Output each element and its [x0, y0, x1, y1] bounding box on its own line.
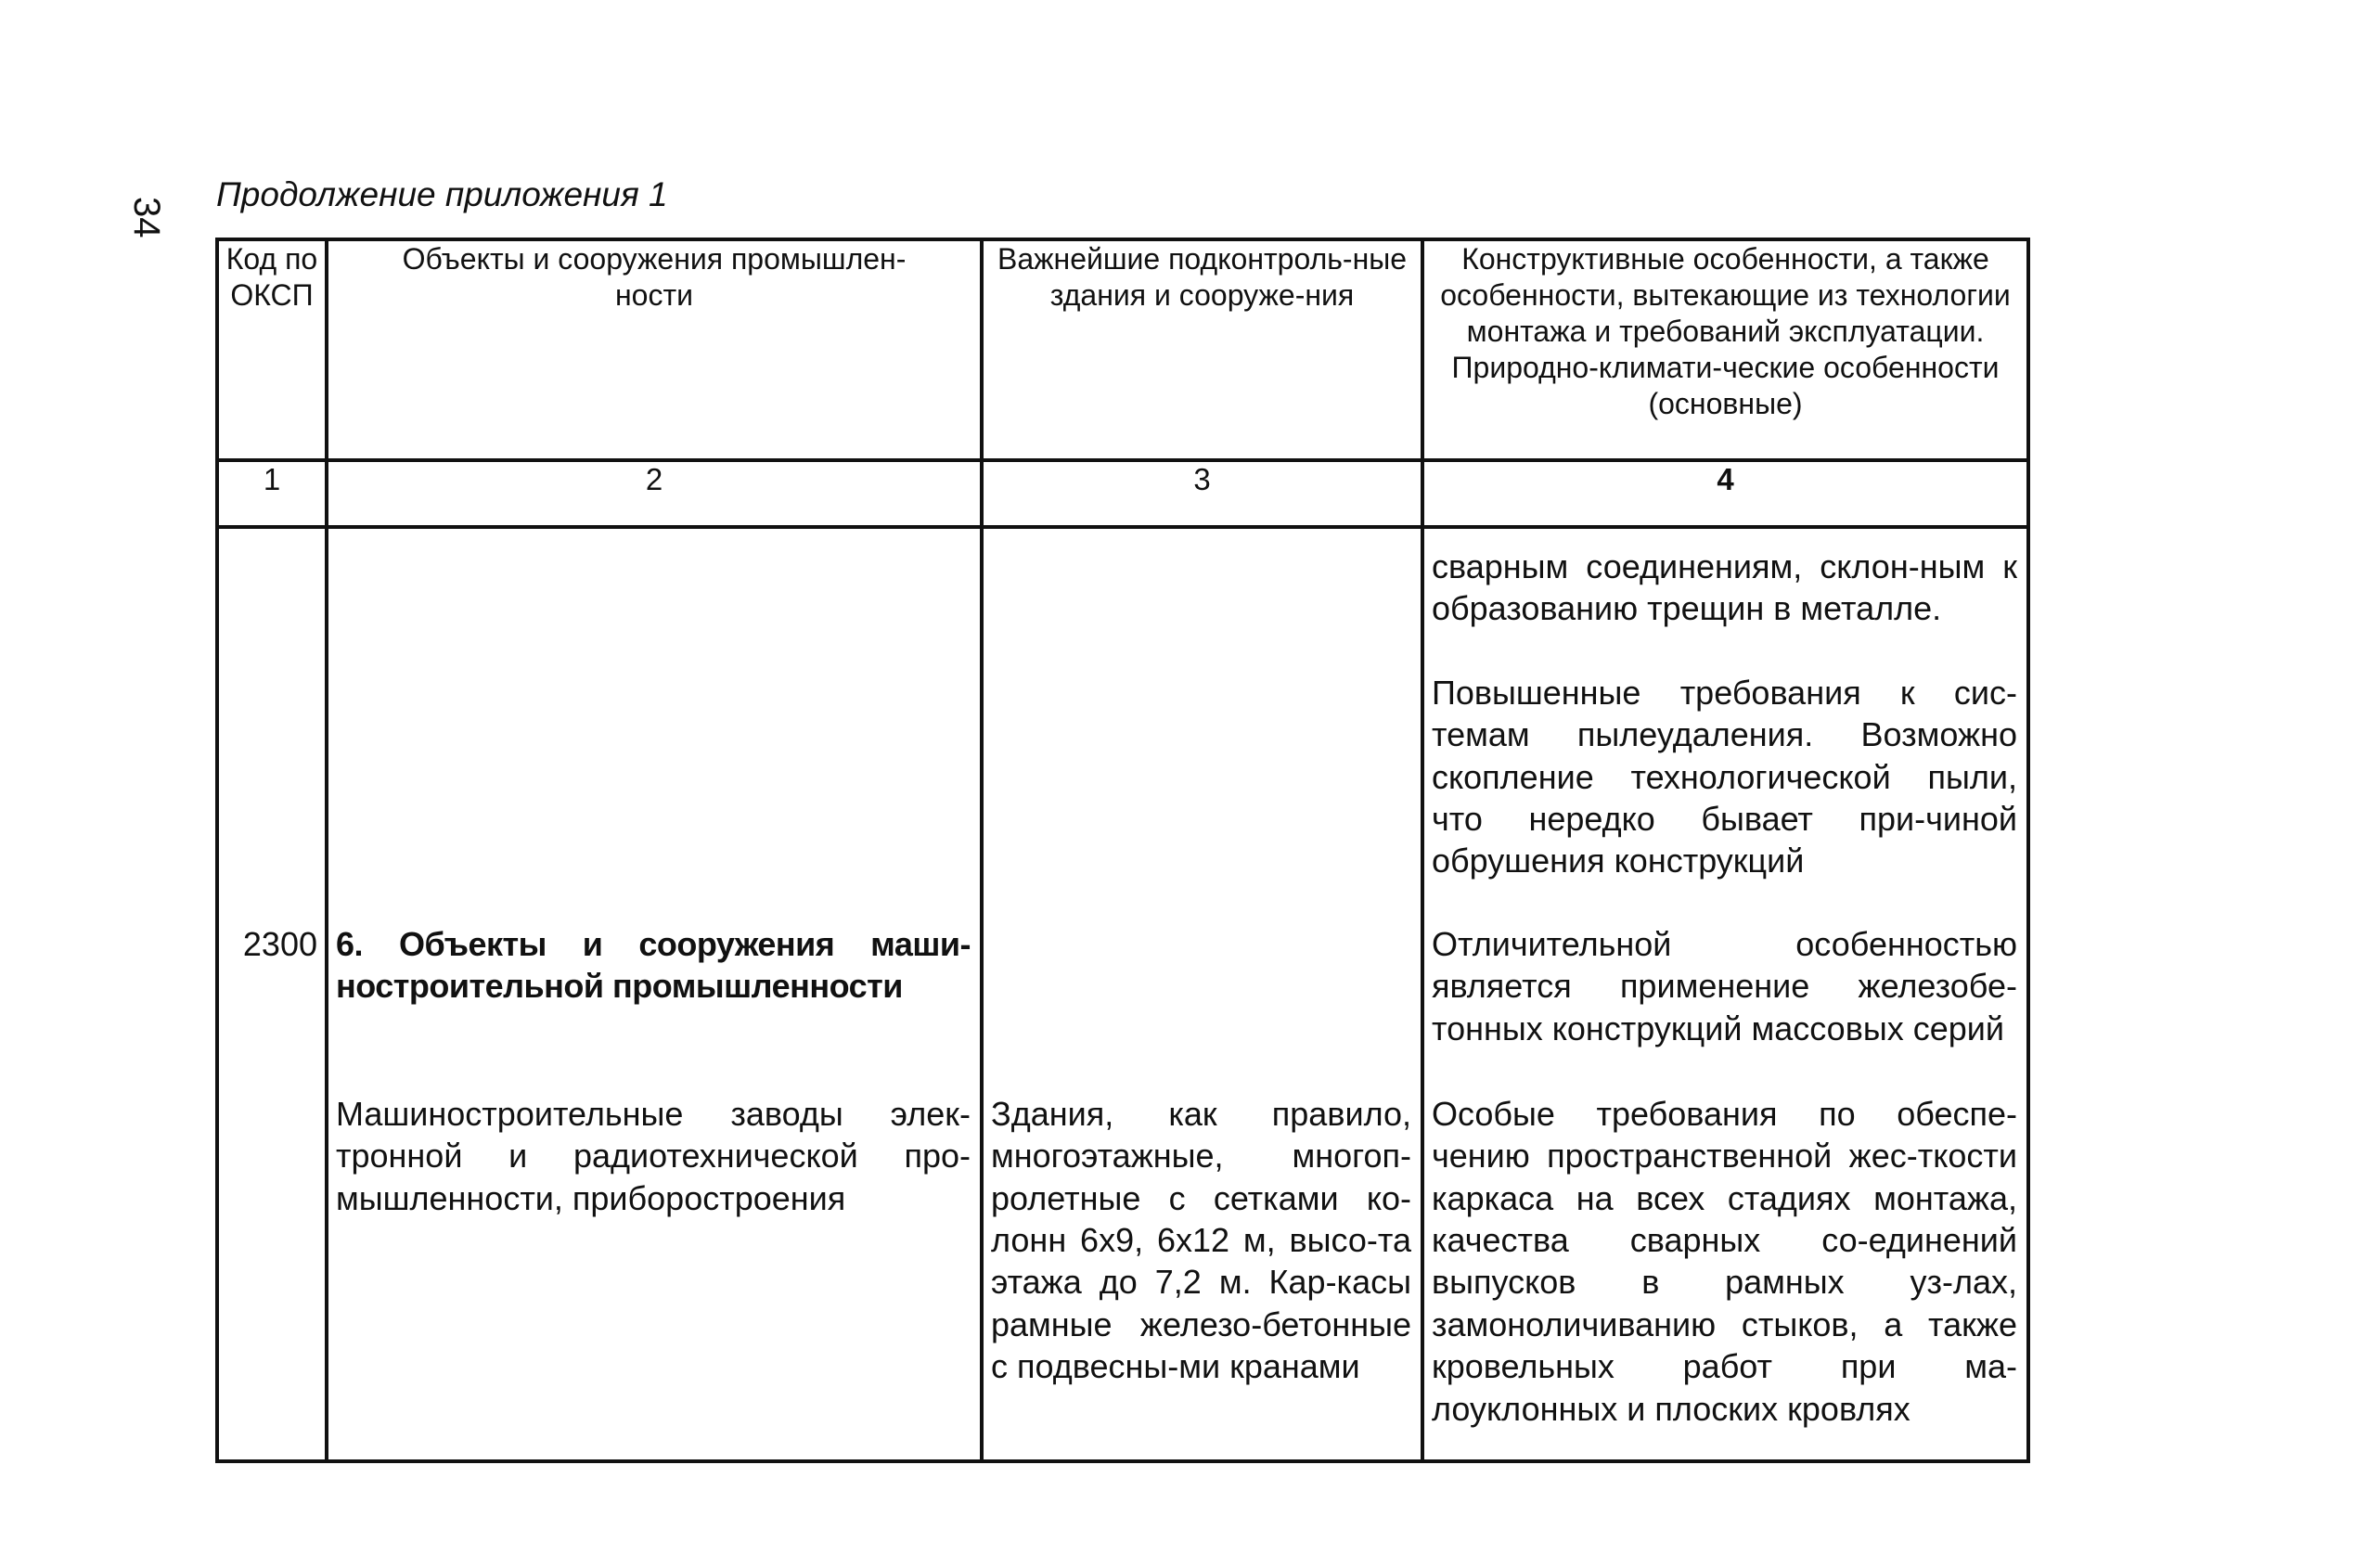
buildings-description: Здания, как правило, многоэтажные, многоп-ролетные с сетками ко-лонн 6х9, 6х12 м, высо-та этажа до 7,2 м. Кар-касы рамные железо-бетонные с подвесны-ми кранами	[991, 1095, 1411, 1386]
table-row	[217, 527, 2028, 1461]
column-number-2: 2	[327, 460, 982, 527]
header-cell-buildings	[982, 239, 1422, 460]
header-code-label: Код по ОКСП	[225, 242, 318, 313]
page-number: 34	[126, 197, 167, 238]
features-cell	[1422, 527, 2028, 1461]
column-number-1: 1	[217, 460, 327, 527]
header-cell-objects	[327, 239, 982, 460]
table-header-row	[217, 239, 2028, 460]
objects-cell	[327, 527, 982, 1461]
feature-paragraph-4: Особые требования по обеспе-чению пространственной жес-ткости каркаса на всех стадиях монтажа, качества сварных со-единений выпусков в рамных уз-лах, замоноличиванию стыков, а также кровельных работ при ма-лоуклонных и плоских кровлях	[1432, 1095, 2017, 1428]
feature-paragraph-1: сварным соединениям, склон-ным к образованию трещин в металле.	[1432, 547, 2017, 628]
appendix-table	[215, 238, 2030, 1463]
header-buildings-label: Важнейшие подконтроль-ные здания и сооруже-ния	[997, 242, 1408, 313]
buildings-cell	[982, 527, 1422, 1461]
header-cell-code	[217, 239, 327, 460]
header-objects-label: Объекты и сооружения промышлен-ности	[402, 242, 907, 313]
page-heading: Продолжение приложения 1	[216, 175, 668, 213]
feature-paragraph-3: Отличительной особенностью является применение железобе-тонных конструкций массовых серий	[1432, 925, 2017, 1047]
feature-paragraph-2: Повышенные требования к сис-темам пылеудаления. Возможно скопление технологической пыли, что нередко бывает при-чиной обрушения конструкций	[1432, 674, 2017, 880]
oksp-code: 2300	[242, 925, 317, 963]
section-title: 6. Объекты и сооружения маши-ностроительной промышленности	[336, 925, 971, 1006]
object-description: Машиностроительные заводы элек-тронной и радиотехнической про-мышленности, приборостроения	[336, 1095, 971, 1217]
header-features-label: Конструктивные особенности, а также особенности, вытекающие из технологии монтажа и требований эксплуатации. Природно-климати-ческие особенности (основные)	[1440, 242, 2011, 421]
column-number-3: 3	[982, 460, 1422, 527]
column-number-4: 4	[1422, 460, 2028, 527]
column-number-row	[217, 460, 2028, 527]
code-cell	[217, 527, 327, 1461]
header-cell-features	[1422, 239, 2028, 460]
